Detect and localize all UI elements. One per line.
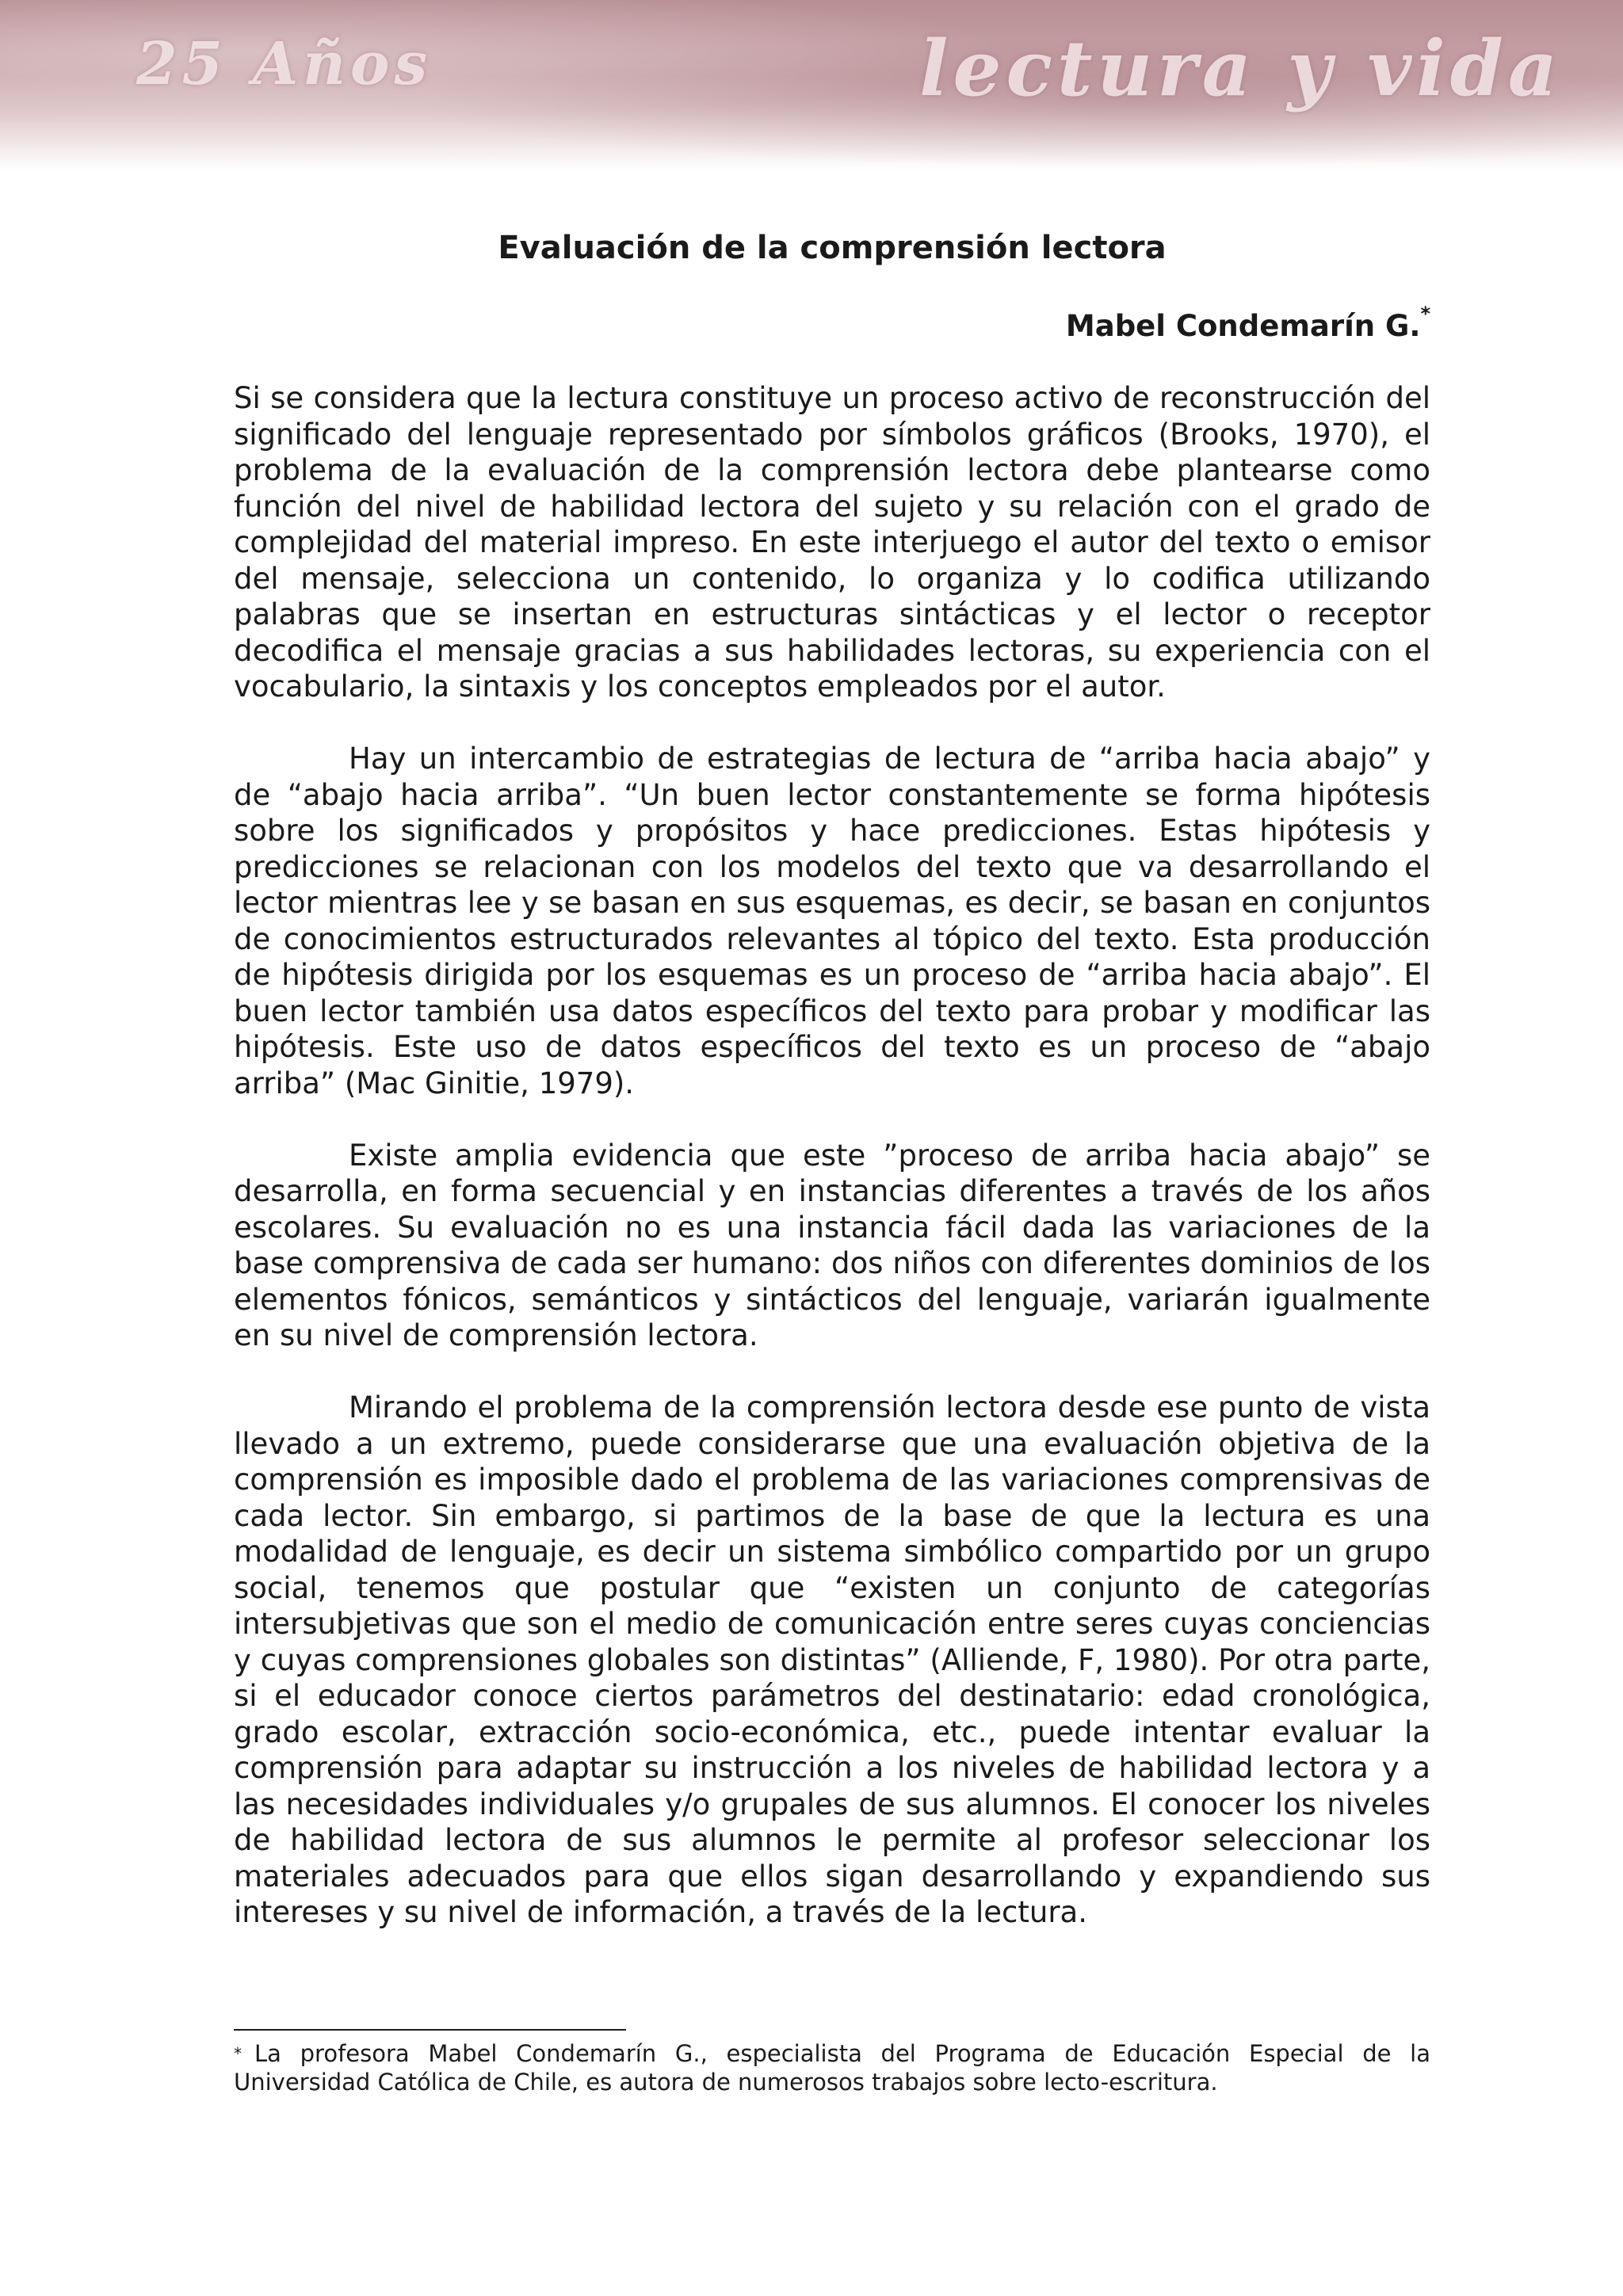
banner-anniversary-text: 25 Años [136, 30, 432, 98]
paragraph-2: Hay un intercambio de estrategias de lectura de “arriba hacia abajo” y de “abajo hacia arriba”. “Un buen lector constantemente se forma hipótesis sobre los significados y propósitos y hace predicciones. Estas hipótesis y predicciones se relacionan con los modelos del texto que va desarrollando el lector mientras lee y se basan en sus esquemas, es decir, se basan en conjuntos de conocimientos estructurados relevantes al tópico del texto. Esta producción de hipótesis dirigida por los esquemas es un proceso de “arriba hacia abajo”. El buen lector también usa datos específicos del texto para probar y modificar las hipótesis. Este uso de datos específicos del texto es un proceso de “abajo arriba” (Mac Ginitie, 1979). [234, 742, 1430, 1100]
footnote-divider [234, 2029, 626, 2031]
paragraph-1: Si se considera que la lectura constituye un proceso activo de reconstrucción del significado del lenguaje representado por símbolos gráficos (Brooks, 1970), el problema de la evaluación de la comprensión lectora debe plantearse como función del nivel de habilidad lectora del sujeto y su relación con el grado de complejidad del material impreso. En este interjuego el autor del texto o emisor del mensaje, selecciona un contenido, lo organiza y lo codifica utilizando palabras que se insertan en estructuras sintácticas y el lector o receptor decodifica el mensaje gracias a sus habilidades lectoras, su experiencia con el vocabulario, la sintaxis y los conceptos empleados por el autor. [234, 381, 1430, 704]
header-banner [0, 0, 1623, 170]
article-body [234, 380, 1430, 1966]
paragraph-3: Existe amplia evidencia que este ”proceso de arriba hacia abajo” se desarrolla, en forma secuencial y en instancias diferentes a través de los años escolares. Su evaluación no es una instancia fácil dada las variaciones de la base comprensiva de cada ser humano: dos niños con diferentes dominios de los elementos fónicos, semánticos y sintácticos del lenguaje, variarán igualmente en su nivel de comprensión lectora. [234, 1138, 1430, 1352]
footnote [234, 2039, 1430, 2096]
banner-journal-name: lectura y vida [919, 24, 1563, 113]
author-note-mark: * [1420, 303, 1430, 325]
author-name: Mabel Condemarín G. [1065, 309, 1421, 343]
footnote-mark: * [234, 2044, 242, 2063]
paragraph-4: Mirando el problema de la comprensión lectora desde ese punto de vista llevado a un extremo, puede considerarse que una evaluación objetiva de la comprensión es imposible dado el problema de las variaciones comprensivas de cada lector. Sin embargo, si partimos de la base de que la lectura es una modalidad de lenguaje, es decir un sistema simbólico compartido por un grupo social, tenemos que postular que “existen un conjunto de categorías intersubjetivas que son el medio de comunicación entre seres cuyas conciencias y cuyas comprensiones globales son distintas” (Alliende, F, 1980). Por otra parte, si el educador conoce ciertos parámetros del destinatario: edad cronológica, grado escolar, extracción socio-económica, etc., puede intentar evaluar la comprensión para adaptar su instrucción a los niveles de habilidad lectora y a las necesidades individuales y/o grupales de sus alumnos. El conocer los niveles de habilidad lectora de sus alumnos le permite al profesor seleccionar los materiales adecuados para que ellos sigan desarrollando y expandiendo sus intereses y su nivel de información, a través de la lectura. [234, 1390, 1430, 1929]
article-author [234, 303, 1430, 343]
article-title: Evaluación de la comprensión lectora [498, 230, 1167, 266]
footnote-text: La profesora Mabel Condemarín G., especialista del Programa de Educación Especial de la Universidad Católica de Chile, es autora de numerosos trabajos sobre lecto-escritura. [234, 2040, 1430, 2096]
